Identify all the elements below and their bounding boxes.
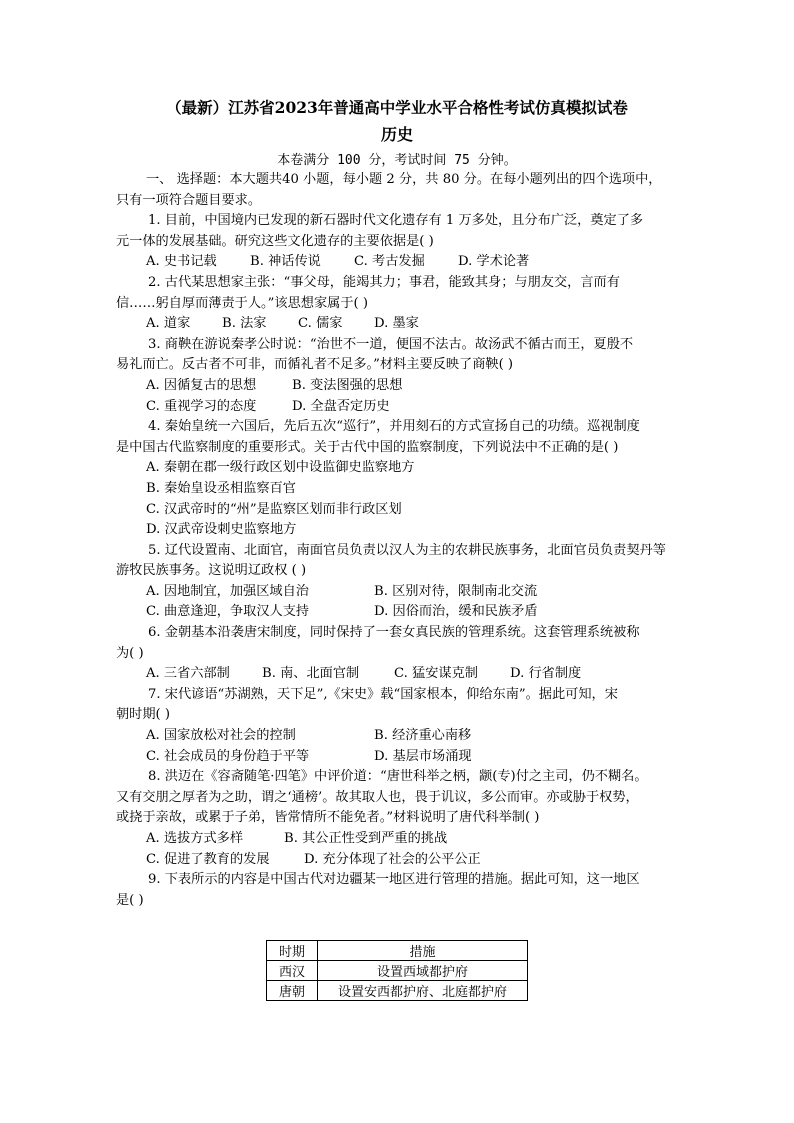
question-5-line-1: 5. 辽代设置南、北面官，南面官员负责以汉人为主的农耕民族事务，北面官员负责契丹等: [148, 542, 666, 558]
section-heading-cont: 只有一项符合题目要求。: [116, 192, 262, 208]
question-9-line-2: 是( ): [116, 892, 144, 908]
question-9-line-1: 9. 下表所示的内容是中国古代对边疆某一地区进行管理的措施。据此可知，这一地区: [148, 872, 640, 888]
question-3-line-2: 易礼而亡。反古者不可非，而循礼者不足多。”材料主要反映了商鞅( ): [116, 357, 514, 373]
option-d: D. 全盘否定历史: [292, 398, 390, 414]
option-d: D. 充分体现了社会的公平公正: [304, 851, 481, 867]
question-1-options: [116, 252, 680, 273]
option-c: C. 汉武帝时的“州”是监察区划而非行政区划: [146, 501, 402, 517]
option-a: A. 选拔方式多样: [146, 831, 244, 846]
table-header-cell: 时期: [267, 941, 318, 961]
subject-title: 历史: [380, 125, 413, 144]
question-6-line-2: 为( ): [116, 645, 144, 661]
option-c: C. 重视学习的态度: [146, 398, 257, 414]
option-a: A. 因地制宜，加强区域自治: [146, 583, 309, 599]
table-cell: 设置西域都护府: [318, 961, 528, 981]
question-5-options-2: [116, 602, 680, 623]
table-header-cell: 措施: [318, 941, 528, 961]
table-header-row: [267, 941, 528, 961]
question-3-line-1: 3. 商鞅在游说秦孝公时说：“治世不一道，便国不法古。故汤武不循古而王，夏殷不: [148, 336, 634, 352]
option-d: D. 学术论著: [458, 254, 530, 270]
question-6-options: [116, 664, 680, 685]
option-b: B. 秦始皇设丞相监察百官: [146, 480, 296, 496]
question-1-line-2: 元一体的发展基础。研究这些文化遗存的主要依据是( ): [116, 233, 434, 249]
option-a: A. 道家: [146, 316, 191, 332]
table-row: [267, 961, 528, 981]
question-7-line-2: 朝时期( ): [116, 707, 171, 723]
exam-meta: 本卷满分 100 分，考试时间 75 分钟。: [277, 153, 517, 168]
question-4-line-1: 4. 秦始皇统一六国后，先后五次“巡行”，并用刻石的方式宣扬自己的功绩。巡视制度: [148, 419, 640, 435]
question-9-table: [266, 940, 528, 1001]
question-1-line-1: 1. 目前，中国境内已发现的新石器时代文化遗存有 1 万多处，且分布广泛，奠定了多: [148, 213, 644, 229]
option-a: A. 秦朝在郡一级行政区划中设监御史监察地方: [146, 460, 415, 476]
option-b: B. 经济重心南移: [374, 728, 472, 744]
option-b: B. 法家: [222, 316, 267, 332]
section-heading: 一、 选择题：本大题共40 小题，每小题 2 分，共 80 分。在每小题列出的四个选项中，: [146, 172, 662, 187]
table-row: [267, 981, 528, 1001]
question-8-line-3: 或挠于亲故，或累于子弟，皆常情所不能免者。”材料说明了唐代科举制( ): [116, 810, 540, 826]
option-a: A. 史书记载: [146, 254, 217, 270]
option-a: A. 国家放松对社会的控制: [146, 728, 296, 744]
option-b: B. 南、北面官制: [262, 666, 360, 682]
option-b: B. 神话传说: [250, 254, 321, 270]
question-7-options-2: [116, 747, 680, 768]
question-7-line-1: 7. 宋代谚语“苏湖熟，天下足”,《宋史》载“国家根本，仰给东南”。据此可知，宋: [148, 686, 618, 702]
exam-title: （最新）江苏省2023年普通高中学业水平合格性考试仿真模拟试卷: [166, 98, 628, 117]
option-a: A. 因循复古的思想: [146, 377, 257, 393]
option-c: C. 促进了教育的发展: [146, 851, 270, 867]
option-b: B. 区别对待，限制南北交流: [374, 583, 538, 599]
question-8-line-1: 8. 洪迈在《容斋随笔·四笔》中评价道：“唐世科举之柄，颛(专)付之主司，仍不糊名。: [148, 769, 648, 785]
option-d: D. 基层市场涌现: [374, 748, 472, 764]
question-7-options-1: [116, 726, 680, 747]
option-c: C. 考古发掘: [354, 254, 425, 270]
question-5-options-1: [116, 582, 680, 603]
question-8-options-1: [116, 829, 680, 850]
question-body: [116, 170, 680, 911]
option-a: A. 三省六部制: [146, 666, 230, 682]
question-4-line-2: 是中国古代监察制度的重要形式。关于古代中国的监察制度，下列说法中不正确的是( ): [116, 439, 619, 455]
table-cell: 设置安西都护府、北庭都护府: [318, 981, 528, 1001]
option-c: C. 曲意逢迎，争取汉人支持: [146, 604, 310, 620]
question-3-options-1: [116, 376, 680, 397]
table-cell: 西汉: [267, 961, 318, 981]
option-c: C. 儒家: [298, 316, 343, 332]
option-d: D. 行省制度: [510, 666, 582, 682]
option-d: D. 汉武帝设刺史监察地方: [146, 522, 297, 538]
question-2-options: [116, 314, 680, 335]
question-8-line-2: 又有交朋之厚者为之助，谓之‘通榜’。故其取人也，畏于讥议，多公而审。亦或胁于权势，: [116, 789, 639, 805]
option-b: B. 其公正性受到严重的挑战: [284, 831, 448, 846]
option-c: C. 猛安谋克制: [394, 666, 478, 682]
question-5-line-2: 游牧民族事务。这说明辽政权 ( ): [116, 563, 307, 579]
question-3-options-2: [116, 397, 680, 418]
question-2-line-2: 信……躬自厚而薄责于人。”该思想家属于( ): [116, 295, 368, 311]
table-cell: 唐朝: [267, 981, 318, 1001]
option-c: C. 社会成员的身份趋于平等: [146, 748, 310, 764]
option-b: B. 变法图强的思想: [292, 377, 403, 393]
option-d: D. 因俗而治，缓和民族矛盾: [374, 604, 538, 620]
question-6-line-1: 6. 金朝基本沿袭唐宋制度，同时保持了一套女真民族的管理系统。这套管理系统被称: [148, 625, 640, 641]
question-2-line-1: 2. 古代某思想家主张：“事父母，能竭其力；事君，能致其身；与朋友交，言而有: [148, 274, 620, 290]
option-d: D. 墨家: [374, 316, 419, 332]
question-8-options-2: [116, 850, 680, 871]
